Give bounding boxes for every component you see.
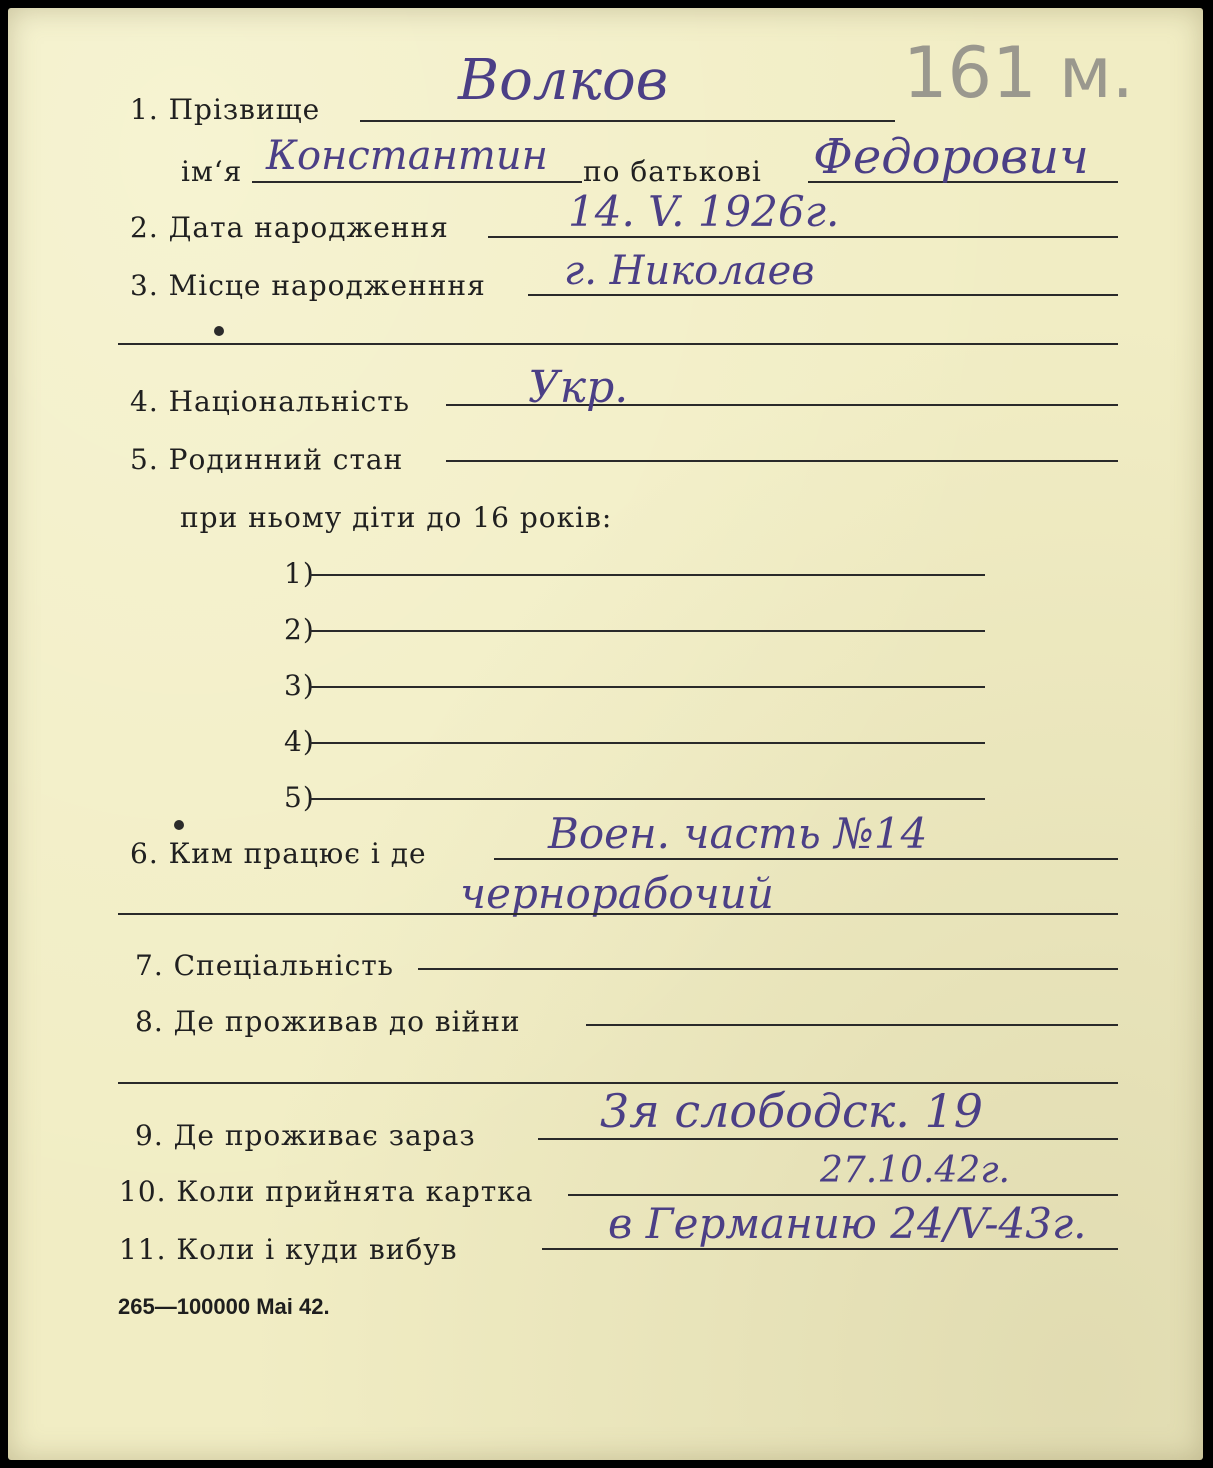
nationality-value: Укр.: [528, 362, 629, 413]
family-status-line: [446, 460, 1118, 462]
work-value-2: чернорабочий: [460, 869, 774, 918]
prewar-residence-label: 8. Де проживав до війни: [135, 1005, 521, 1038]
birth-date-label: 2. Дата народження: [130, 211, 449, 244]
family-status-label: 5. Родинний стан: [130, 443, 404, 476]
child-3-label: 3): [284, 669, 315, 702]
current-residence-label: 9. Де проживає зараз: [135, 1119, 476, 1152]
current-residence-value: 3я слободск. 19: [600, 1084, 984, 1138]
work-line-2: [118, 913, 1118, 915]
prewar-residence-line: [586, 1024, 1118, 1026]
surname-value: Волков: [458, 48, 669, 113]
punch-hole: [174, 820, 184, 830]
card-accepted-value: 27.10.42г.: [820, 1150, 1010, 1191]
pencil-note: 161 м.: [903, 32, 1134, 114]
birth-place-line: [528, 294, 1118, 296]
surname-label: 1. Прізвище: [130, 93, 321, 126]
departure-line: [542, 1248, 1118, 1250]
departure-label: 11. Коли і куди вибув: [119, 1233, 458, 1266]
birth-date-line: [488, 236, 1118, 238]
birth-date-value: 14. V. 1926г.: [568, 187, 840, 236]
child-3-line: [310, 686, 985, 688]
child-4-label: 4): [284, 725, 315, 758]
card-accepted-label: 10. Коли прийнята картка: [119, 1175, 534, 1208]
first-name-value: Константин: [266, 133, 548, 179]
specialty-line: [418, 968, 1118, 970]
child-4-line: [310, 742, 985, 744]
children-label: при ньому діти до 16 років:: [180, 501, 613, 534]
work-label: 6. Ким працює і де: [130, 837, 427, 870]
surname-line: [360, 120, 895, 122]
work-value-1: Воен. часть №14: [548, 809, 928, 858]
registration-card: [8, 8, 1203, 1460]
punch-hole: [214, 326, 224, 336]
specialty-label: 7. Спеціальність: [135, 949, 394, 982]
birth-place-line-2: [118, 343, 1118, 345]
work-line: [494, 858, 1118, 860]
print-code: 265—100000 Mai 42.: [118, 1294, 330, 1319]
first-name-label: ім‘я: [181, 155, 243, 188]
child-2-line: [310, 630, 985, 632]
birth-place-label: 3. Місце народженння: [130, 269, 486, 302]
card-accepted-line: [568, 1194, 1118, 1196]
first-name-line: [252, 181, 582, 183]
child-5-line: [310, 798, 985, 800]
child-2-label: 2): [284, 613, 315, 646]
current-residence-line: [538, 1138, 1118, 1140]
birth-place-value: г. Николаев: [564, 248, 815, 294]
child-1-line: [310, 574, 985, 576]
nationality-label: 4. Національність: [130, 385, 410, 418]
patronymic-value: Федорович: [813, 129, 1089, 185]
child-5-label: 5): [284, 781, 315, 814]
patronymic-label: по батькові: [583, 155, 762, 188]
child-1-label: 1): [284, 557, 315, 590]
departure-value: в Германию 24/V-43г.: [608, 1199, 1087, 1248]
